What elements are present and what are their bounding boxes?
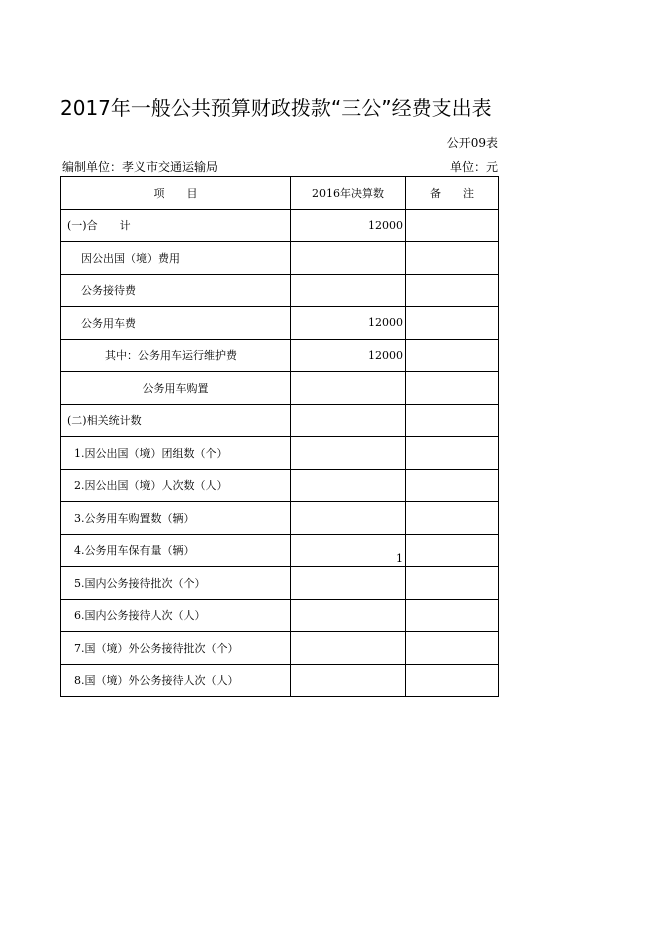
row-item[interactable]: 公务用车购置 xyxy=(61,372,291,405)
row-note[interactable] xyxy=(406,274,499,307)
form-number: 公开09表 xyxy=(446,136,498,150)
row-amount[interactable] xyxy=(291,274,406,307)
table-row xyxy=(61,534,499,567)
row-item[interactable]: 其中：公务用车运行维护费 xyxy=(61,339,291,372)
header-note[interactable]: 备 注 xyxy=(406,177,499,210)
row-amount[interactable]: 12000 xyxy=(291,339,406,372)
currency-unit: 单位：元 xyxy=(449,160,498,174)
row-item[interactable]: 公务接待费 xyxy=(61,274,291,307)
table-row xyxy=(61,339,499,372)
row-item[interactable]: 5.国内公务接待批次（个） xyxy=(61,567,291,600)
row-note[interactable] xyxy=(406,242,499,275)
table-row xyxy=(61,209,499,242)
row-amount[interactable] xyxy=(291,664,406,697)
compiler-unit: 编制单位：孝义市交通运输局 xyxy=(62,160,219,174)
budget-table xyxy=(60,176,499,697)
row-item[interactable]: 2.因公出国（境）人次数（人） xyxy=(61,469,291,502)
header-amount[interactable]: 2016年决算数 xyxy=(291,177,406,210)
title-area xyxy=(60,90,498,126)
header-item[interactable]: 项 目 xyxy=(61,177,291,210)
row-item[interactable]: 3.公务用车购置数（辆） xyxy=(61,502,291,535)
row-amount[interactable]: 12000 xyxy=(291,307,406,340)
row-amount[interactable] xyxy=(291,632,406,665)
table-header-row xyxy=(61,177,499,210)
table-row xyxy=(61,567,499,600)
row-note[interactable] xyxy=(406,209,499,242)
row-item[interactable]: (二)相关统计数 xyxy=(61,404,291,437)
row-amount[interactable]: 12000 xyxy=(291,209,406,242)
row-note[interactable] xyxy=(406,339,499,372)
row-amount[interactable] xyxy=(291,404,406,437)
table-row xyxy=(61,242,499,275)
row-note[interactable] xyxy=(406,664,499,697)
row-note[interactable] xyxy=(406,534,499,567)
row-note[interactable] xyxy=(406,469,499,502)
row-note[interactable] xyxy=(406,599,499,632)
table-row xyxy=(61,469,499,502)
table-row xyxy=(61,632,499,665)
table-row xyxy=(61,307,499,340)
table-row xyxy=(61,502,499,535)
table-row xyxy=(61,274,499,307)
table-row xyxy=(61,664,499,697)
table-row xyxy=(61,599,499,632)
row-amount[interactable] xyxy=(291,469,406,502)
row-amount[interactable] xyxy=(291,599,406,632)
row-note[interactable] xyxy=(406,307,499,340)
table-row xyxy=(61,404,499,437)
row-item[interactable]: 7.国（境）外公务接待批次（个） xyxy=(61,632,291,665)
row-amount[interactable] xyxy=(291,437,406,470)
row-amount[interactable] xyxy=(291,372,406,405)
row-item[interactable]: 6.国内公务接待人次（人） xyxy=(61,599,291,632)
row-amount[interactable] xyxy=(291,242,406,275)
row-item[interactable]: (一)合 计 xyxy=(61,209,291,242)
page-title: 2017年一般公共预算财政拨款“三公”经费支出表 xyxy=(60,96,492,120)
row-item[interactable]: 4.公务用车保有量（辆） xyxy=(61,534,291,567)
row-note[interactable] xyxy=(406,502,499,535)
table-row xyxy=(61,372,499,405)
row-amount[interactable]: 1 xyxy=(291,534,406,567)
row-note[interactable] xyxy=(406,567,499,600)
row-item[interactable]: 因公出国（境）费用 xyxy=(61,242,291,275)
row-item[interactable]: 公务用车费 xyxy=(61,307,291,340)
row-note[interactable] xyxy=(406,372,499,405)
row-item[interactable]: 8.国（境）外公务接待人次（人） xyxy=(61,664,291,697)
row-note[interactable] xyxy=(406,404,499,437)
row-amount[interactable] xyxy=(291,502,406,535)
row-item[interactable]: 1.因公出国（境）团组数（个） xyxy=(61,437,291,470)
row-note[interactable] xyxy=(406,632,499,665)
row-amount[interactable] xyxy=(291,567,406,600)
row-note[interactable] xyxy=(406,437,499,470)
table-row xyxy=(61,437,499,470)
